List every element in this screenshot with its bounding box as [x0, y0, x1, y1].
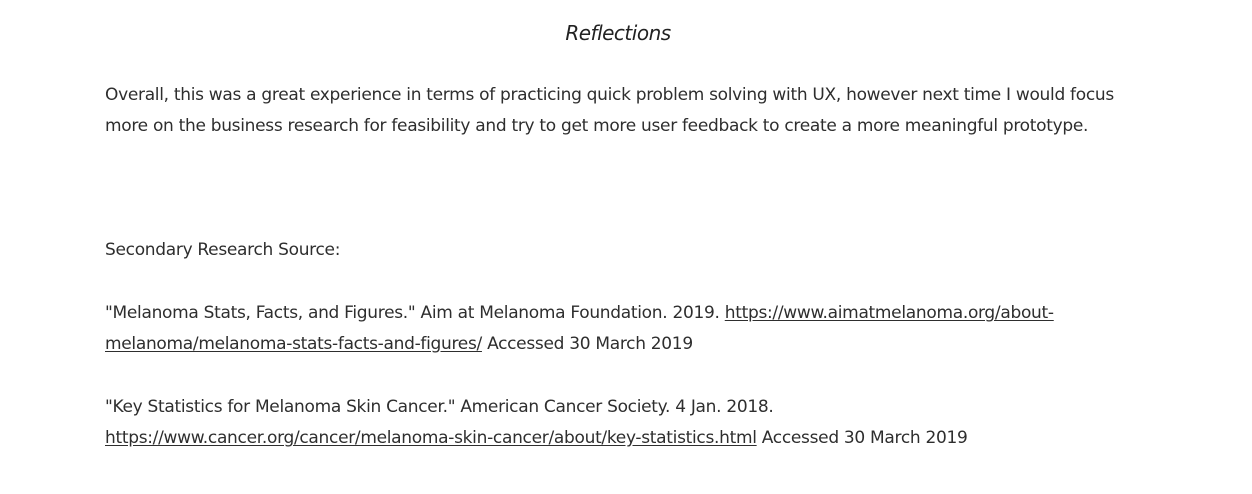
reference-link[interactable]: https://www.cancer.org/cancer/melanoma-skin-cancer/about/key-statistics.html: [105, 428, 757, 448]
reference-citation: "Key Statistics for Melanoma Skin Cancer." American Cancer Society. 4 Jan. 2018.: [105, 397, 774, 417]
reference-citation: "Melanoma Stats, Facts, and Figures." Aim at Melanoma Foundation. 2019.: [105, 303, 720, 323]
reference-link[interactable]: https://www.aimatmelanoma.org/about-melanoma/melanoma-stats-facts-and-figures/: [105, 303, 1054, 354]
section-title: Reflections: [565, 21, 671, 45]
secondary-research-label: Secondary Research Source:: [105, 240, 341, 260]
reference-accessed-date: Accessed 30 March 2019: [487, 334, 693, 354]
reflection-paragraph: Overall, this was a great experience in terms of practicing quick problem solving with UX, however next time I would focus more on the business research for feasibility and try to get more user feedback to create a more meaningful prototype.: [105, 85, 1114, 136]
reference-item: [105, 298, 1125, 360]
reference-accessed-date: Accessed 30 March 2019: [761, 428, 968, 448]
reference-item: [105, 392, 1125, 454]
